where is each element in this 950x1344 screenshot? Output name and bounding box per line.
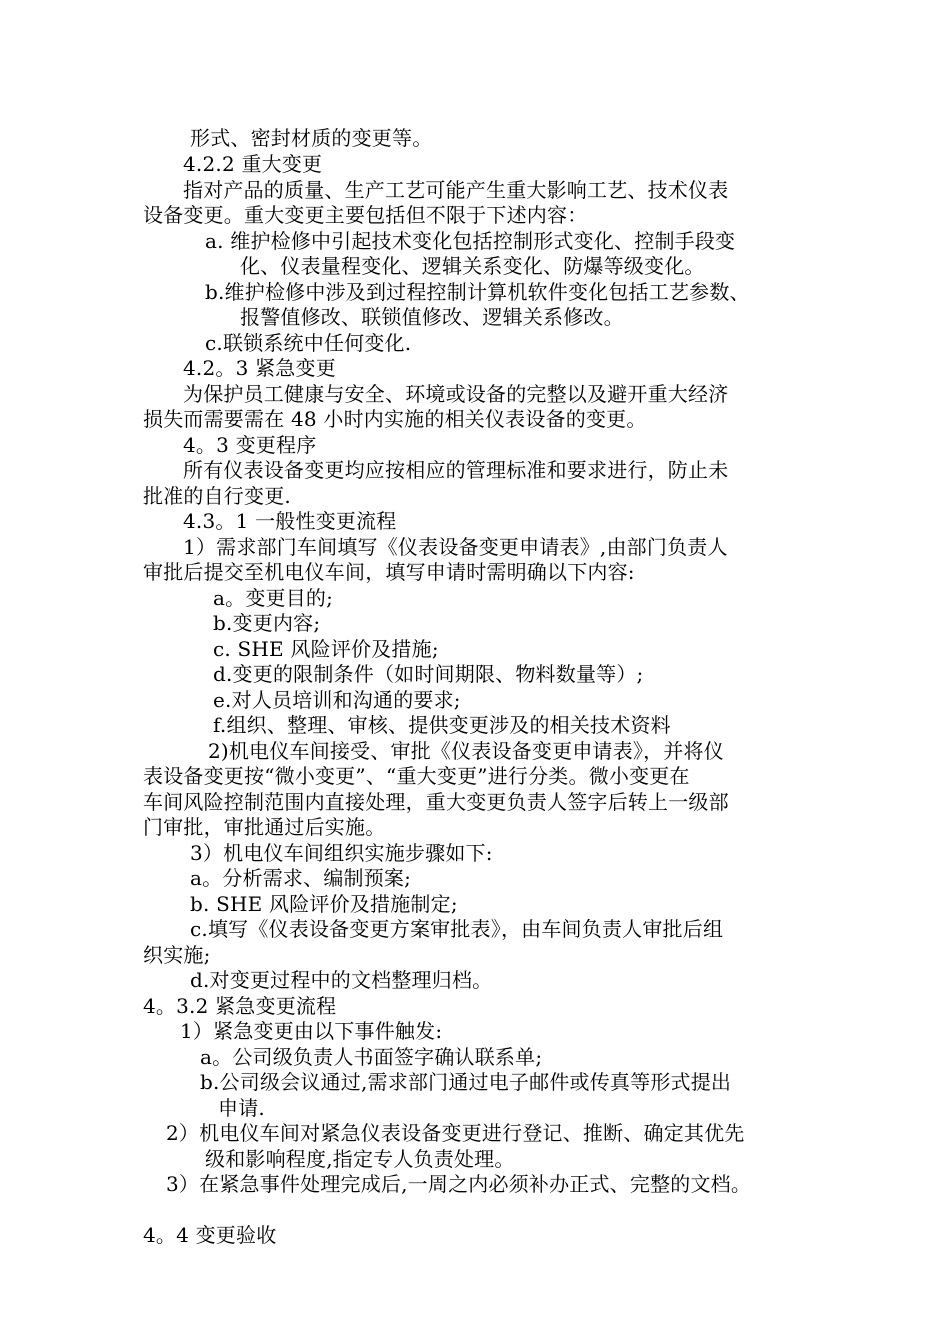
text-line: 2）机电仪车间对紧急仪表设备变更进行登记、推断、确定其优先 [166, 1121, 745, 1145]
text-line: 所有仪表设备变更均应按相应的管理标准和要求进行，防止未 [183, 458, 729, 482]
list-item-continuation: 报警值修改、联锁值修改、逻辑关系修改。 [240, 305, 624, 329]
list-item-continuation: 申请. [218, 1096, 265, 1120]
section-heading: 4。3.2 紧急变更流程 [143, 994, 337, 1018]
text-line: 审批后提交至机电仪车间，填写申请时需明确以下内容: [143, 560, 635, 584]
list-item: c.联锁系统中任何变化. [205, 331, 412, 355]
list-item: b.维护检修中涉及到过程控制计算机软件变化包括工艺参数、 [205, 280, 750, 304]
text-line: 批准的自行变更. [143, 484, 291, 508]
text-line: 3）在紧急事件处理完成后,一周之内必须补办正式、完整的文档。 [166, 1172, 752, 1196]
section-heading: 4。3 变更程序 [183, 433, 317, 457]
text-line: 为保护员工健康与安全、环境或设备的完整以及避开重大经济 [183, 382, 729, 406]
list-item: b.变更内容; [213, 611, 321, 635]
text-line: 3）机电仪车间组织实施步骤如下: [190, 841, 493, 865]
section-heading: 4.2.2 重大变更 [183, 152, 323, 176]
list-item: c.填写《仪表设备变更方案审批表》，由车间负责人审批后组 [190, 917, 724, 941]
text-line: 设备变更。重大变更主要包括但不限于下述内容： [143, 203, 588, 227]
list-item: a。变更目的; [213, 586, 334, 610]
list-item: a。公司级负责人书面签字确认联系单; [200, 1045, 543, 1069]
text-line: 门审批，审批通过后实施。 [143, 815, 386, 839]
list-item: c. SHE 风险评价及措施; [213, 637, 439, 661]
list-item: a。分析需求、编制预案; [190, 866, 412, 890]
text-line: 指对产品的质量、生产工艺可能产生重大影响工艺、技术仪表 [183, 178, 729, 202]
section-heading: 4.2。3 紧急变更 [183, 356, 336, 380]
section-heading: 4.3。1 一般性变更流程 [183, 509, 397, 533]
list-item: e.对人员培训和沟通的要求; [213, 688, 461, 712]
text-line: 1）紧急变更由以下事件触发: [180, 1019, 443, 1043]
list-item-continuation: 化、仪表量程变化、逻辑关系变化、防爆等级变化。 [240, 254, 705, 278]
text-line: 2)机电仪车间接受、审批《仪表设备变更申请表》，并将仪 [208, 739, 724, 763]
list-item: b.公司级会议通过,需求部门通过电子邮件或传真等形式提出 [200, 1070, 732, 1094]
text-line-continuation: 级和影响程度,指定专人负责处理。 [205, 1147, 515, 1171]
text-line: 损失而需要需在 48 小时内实施的相关仪表设备的变更。 [143, 407, 647, 431]
list-item: a. 维护检修中引起技术变化包括控制形式变化、控制手段变 [205, 229, 736, 253]
text-line: 表设备变更按“微小变更”、“重大变更”进行分类。微小变更在 [143, 764, 690, 788]
list-item: d.变更的限制条件（如时间期限、物料数量等）; [213, 662, 644, 686]
list-item: d.对变更过程中的文档整理归档。 [190, 968, 493, 992]
list-item: f.组织、整理、审核、提供变更涉及的相关技术资料 [213, 713, 671, 737]
section-heading: 4。4 变更验收 [143, 1223, 277, 1247]
text-line: 1）需求部门车间填写《仪表设备变更申请表》,由部门负责人 [183, 535, 728, 559]
list-item-continuation: 织实施; [143, 943, 211, 967]
text-line: 车间风险控制范围内直接处理，重大变更负责人签字后转上一级部 [143, 790, 729, 814]
text-line: 形式、密封材质的变更等。 [190, 126, 433, 150]
list-item: b. SHE 风险评价及措施制定; [190, 892, 458, 916]
